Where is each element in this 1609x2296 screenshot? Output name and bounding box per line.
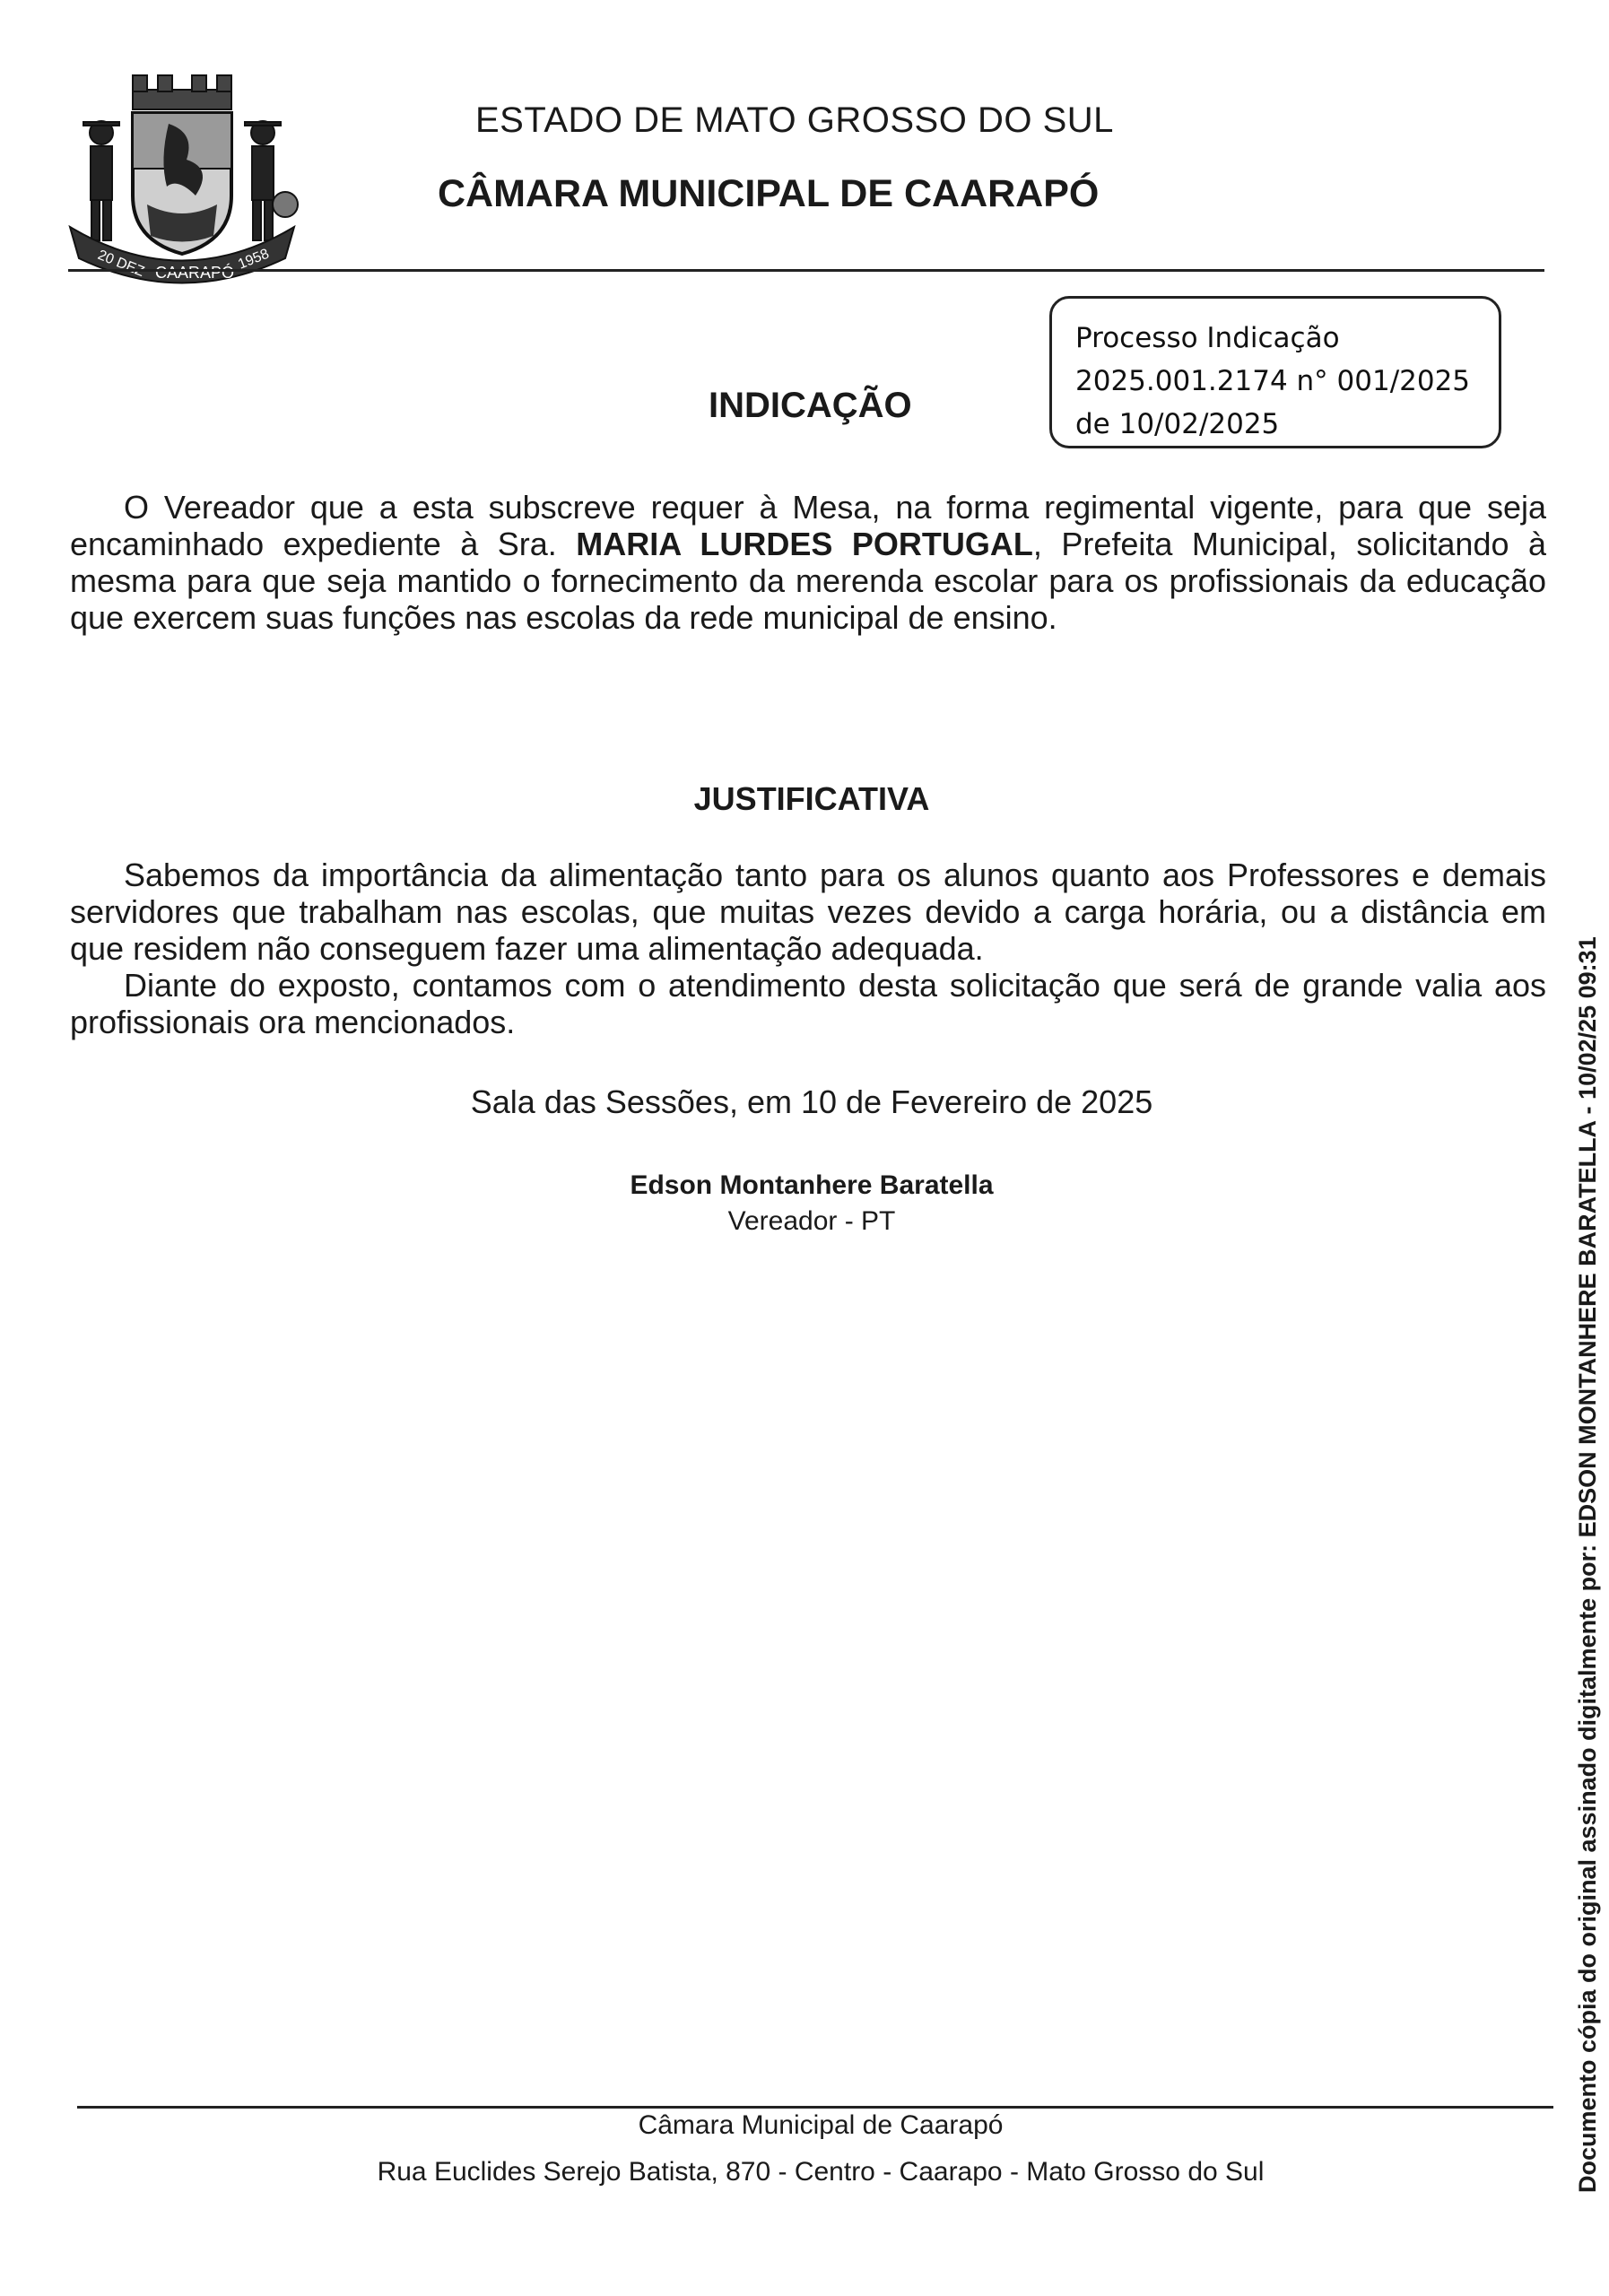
- process-stamp-line-1: Processo Indicação: [1075, 322, 1340, 354]
- header-chamber: CÂMARA MUNICIPAL DE CAARAPÓ: [438, 172, 1100, 215]
- recipient-name: MARIA LURDES PORTUGAL: [576, 526, 1033, 562]
- coat-of-arms-icon: [61, 70, 303, 285]
- digital-signature-stamp: Documento cópia do original assinado digitalmente por: EDSON MONTANHERE BARATELLA - 10/02/25 09:31: [1574, 936, 1601, 2193]
- place-date: Sala das Sessões, em 10 de Fevereiro de 2025: [470, 1083, 1153, 1120]
- request-paragraph: [70, 489, 1546, 636]
- process-stamp: [1049, 296, 1501, 448]
- request-text-post: , Prefeita Municipal, solicitando à mesma para que seja mantido o fornecimento da merenda escolar para os profissionais da educação que exercem suas funções nas escolas da rede municipal de ensino.: [70, 526, 1546, 636]
- signer-name: Edson Montanhere Baratella: [630, 1170, 994, 1200]
- signer-role: Vereador - PT: [727, 1206, 896, 1236]
- process-stamp-line-3: de 10/02/2025: [1075, 408, 1280, 440]
- header-state: ESTADO DE MATO GROSSO DO SUL: [475, 100, 1114, 140]
- footer-institution: Câmara Municipal de Caarapó: [638, 2110, 1004, 2140]
- ribbon-left-text: 20 DEZ: [95, 247, 147, 281]
- justification-body: [70, 857, 1546, 1040]
- justification-paragraph-1: Sabemos da importância da alimentação tanto para os alunos quanto aos Professores e demais servidores que trabalham nas escolas, que muitas vezes devido a carga horária, ou a distância em que residem não conseguem fazer uma alimentação adequada.: [70, 857, 1546, 967]
- ribbon-center-text: CAARAPÓ: [155, 264, 235, 282]
- process-stamp-line-2: 2025.001.2174 n° 001/2025: [1075, 365, 1471, 397]
- justification-title: JUSTIFICATIVA: [693, 780, 930, 817]
- justification-paragraph-2: Diante do exposto, contamos com o atendimento desta solicitação que será de grande valia aos profissionais ora mencionados.: [70, 967, 1546, 1040]
- header-divider: [68, 269, 1544, 272]
- footer-address: Rua Euclides Serejo Batista, 870 - Centro - Caarapo - Mato Grosso do Sul: [377, 2157, 1265, 2187]
- ribbon-right-text: 1958: [236, 246, 272, 273]
- document-title: INDICAÇÃO: [709, 386, 912, 425]
- request-text-pre: O Vereador que a esta subscreve requer à Mesa, na forma regimental vigente, para que seja encaminhado expediente à Sra.: [70, 489, 1546, 562]
